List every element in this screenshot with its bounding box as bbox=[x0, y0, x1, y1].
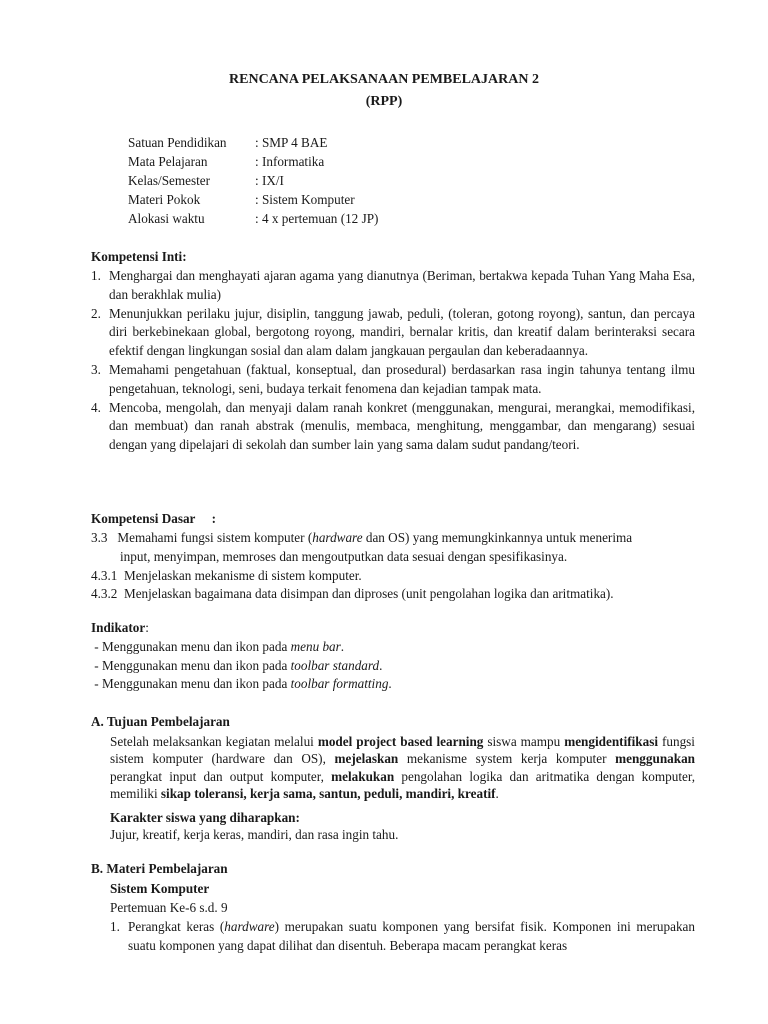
identity-label: Alokasi waktu bbox=[128, 211, 205, 226]
item-text: Menunjukkan perilaku jujur, disiplin, tanggung jawab, peduli, (toleran, gotong royong), santun, dan percaya diri berkebinekaan global, bergotong royong, mandiri, bernalar kritis, dan kreatif dalam berinteraksi secara efektif dengan lingkungan sosial dan alam dalam jangkauan pergaulan dan keberadaannya. bbox=[109, 305, 695, 359]
item-number: 1. bbox=[110, 919, 120, 934]
item-text: Menghargai dan menghayati ajaran agama yang dianutnya (Beriman, bertakwa kepada Tuhan Yang Maha Esa, dan berakhlak mulia) bbox=[109, 268, 695, 302]
item-text: Perangkat keras ( bbox=[128, 919, 225, 934]
kd-text-part: Memahami fungsi sistem komputer ( bbox=[117, 530, 313, 545]
identity-label: Satuan Pendidikan bbox=[128, 135, 227, 150]
item-number: 3. bbox=[91, 361, 101, 377]
identity-row bbox=[128, 153, 378, 172]
indikator-item: - Menggunakan menu dan ikon pada toolbar standard. bbox=[91, 657, 383, 673]
indikator-term: toolbar standard bbox=[290, 657, 380, 673]
identity-value: : IX/I bbox=[255, 173, 284, 188]
identity-label: Kelas/Semester bbox=[128, 173, 211, 188]
identity-row bbox=[128, 191, 378, 210]
tujuan-text: . bbox=[495, 785, 499, 801]
materi-heading: B. Materi Pembelajaran bbox=[91, 861, 228, 876]
indikator-prefix: - Menggunakan menu dan ikon pada bbox=[91, 676, 291, 692]
identity-value: : Sistem Komputer bbox=[255, 192, 355, 207]
item-text: Memahami pengetahuan (faktual, konseptual, dan prosedural) berdasarkan rasa ingin tahunya tentang ilmu pengetahuan, teknologi, seni, budaya terkait fenomena dan kejadian tampak mata. bbox=[109, 361, 695, 396]
tujuan-emphasis: sikap toleransi, kerja sama, santun, peduli, mandiri, kreatif bbox=[160, 785, 496, 801]
item-italic-term: hardware bbox=[224, 919, 275, 934]
indikator-heading-line bbox=[91, 619, 691, 638]
kd-item bbox=[91, 529, 701, 548]
kd-item: 4.3.2 Menjelaskan bagaimana data disimpan dan diproses (unit pengolahan logika dan aritmatika). bbox=[91, 586, 614, 602]
tujuan-emphasis: mengidentifikasi bbox=[564, 734, 659, 749]
identity-value: : Informatika bbox=[255, 154, 325, 169]
karakter-text: Jujur, kreatif, kerja keras, mandiri, dan rasa ingin tahu. bbox=[110, 827, 399, 842]
indikator-term: menu bar bbox=[290, 638, 341, 654]
tujuan-text: perangkat input dan output komputer, bbox=[110, 768, 332, 784]
identity-row bbox=[128, 210, 378, 229]
identity-label: Materi Pokok bbox=[128, 192, 201, 207]
tujuan-paragraph bbox=[110, 733, 695, 802]
identity-row bbox=[128, 172, 378, 191]
tujuan-text: pengolahan logika dan aritmatika dengan komputer, memiliki bbox=[110, 768, 695, 801]
kd-item-continuation: input, menyimpan, memroses dan mengoutputkan data sesuai dengan spesifikasinya. bbox=[120, 548, 568, 564]
item-number: 2. bbox=[91, 305, 101, 321]
identity-value: : SMP 4 BAE bbox=[255, 135, 328, 150]
materi-subheading: Sistem Komputer bbox=[110, 881, 210, 896]
kd-number: 3.3 bbox=[91, 530, 108, 545]
identity-table bbox=[128, 134, 378, 229]
tujuan-text: fungsi sistem komputer (hardware dan OS), bbox=[110, 734, 695, 767]
indikator-section bbox=[91, 619, 691, 694]
tujuan-emphasis: menggunakan bbox=[615, 751, 696, 767]
kd-text-part: dan OS) yang memungkinkannya untuk menerima bbox=[362, 530, 633, 545]
tujuan-emphasis: melakukan bbox=[331, 768, 395, 784]
tujuan-text: Setelah melaksankan kegiatan melalui bbox=[110, 734, 318, 749]
list-item bbox=[91, 361, 695, 399]
item-text: Mencoba, mengolah, dan menyaji dalam ranah konkret (menggunakan, mengurai, merangkai, memodifikasi, dan membuat) dan ranah abstrak (menulis, membaca, menghitung, menggambar, dan mengarang) sesuai dengan yang dipelajari di sekolah dan sumber lain yang sama dalam sudut pandang/teori. bbox=[109, 399, 695, 453]
kd-item: 4.3.1 Menjelaskan mekanisme di sistem komputer. bbox=[91, 567, 362, 583]
document-title: RENCANA PELAKSANAAN PEMBELAJARAN 2 bbox=[229, 72, 539, 87]
tujuan-text: siswa mampu bbox=[483, 734, 565, 749]
tujuan-heading: A. Tujuan Pembelajaran bbox=[91, 714, 230, 729]
list-item bbox=[91, 267, 695, 305]
kd-italic-term: hardware bbox=[312, 530, 363, 545]
indikator-heading: Indikator bbox=[91, 620, 146, 635]
indikator-colon: : bbox=[145, 620, 149, 635]
list-item bbox=[91, 399, 695, 455]
indikator-item: - Menggunakan menu dan ikon pada menu bar. bbox=[91, 638, 345, 654]
indikator-term: toolbar formatting bbox=[290, 676, 389, 692]
indikator-item: - Menggunakan menu dan ikon pada toolbar formatting. bbox=[91, 676, 392, 692]
materi-list bbox=[110, 918, 695, 956]
document-subtitle: (RPP) bbox=[365, 94, 403, 109]
tujuan-emphasis: mejelaskan bbox=[334, 751, 399, 767]
kompetensi-dasar-list bbox=[91, 529, 701, 604]
indikator-prefix: - Menggunakan menu dan ikon pada bbox=[91, 638, 291, 654]
identity-label: Mata Pelajaran bbox=[128, 154, 208, 169]
identity-row bbox=[128, 134, 378, 153]
karakter-heading: Karakter siswa yang diharapkan: bbox=[110, 810, 300, 825]
indikator-prefix: - Menggunakan menu dan ikon pada bbox=[91, 657, 291, 673]
list-item bbox=[91, 305, 695, 361]
kompetensi-inti-list bbox=[91, 267, 695, 455]
kompetensi-inti-heading: Kompetensi Inti: bbox=[91, 249, 187, 264]
identity-value: : 4 x pertemuan (12 JP) bbox=[255, 211, 379, 226]
item-number: 4. bbox=[91, 399, 101, 415]
tujuan-text: mekanisme system kerja komputer bbox=[398, 751, 616, 767]
kompetensi-dasar-heading: Kompetensi Dasar : bbox=[91, 511, 217, 526]
tujuan-emphasis: model project based learning bbox=[317, 734, 484, 749]
item-text: ) merupakan suatu komponen yang bersifat fisik. Komponen ini merupakan suatu komponen yang dapat dilihat dan disentuh. Beberapa macam perangkat keras bbox=[128, 919, 695, 953]
materi-pertemuan: Pertemuan Ke-6 s.d. 9 bbox=[110, 900, 228, 915]
list-item bbox=[110, 918, 695, 956]
item-number: 1. bbox=[91, 268, 101, 283]
